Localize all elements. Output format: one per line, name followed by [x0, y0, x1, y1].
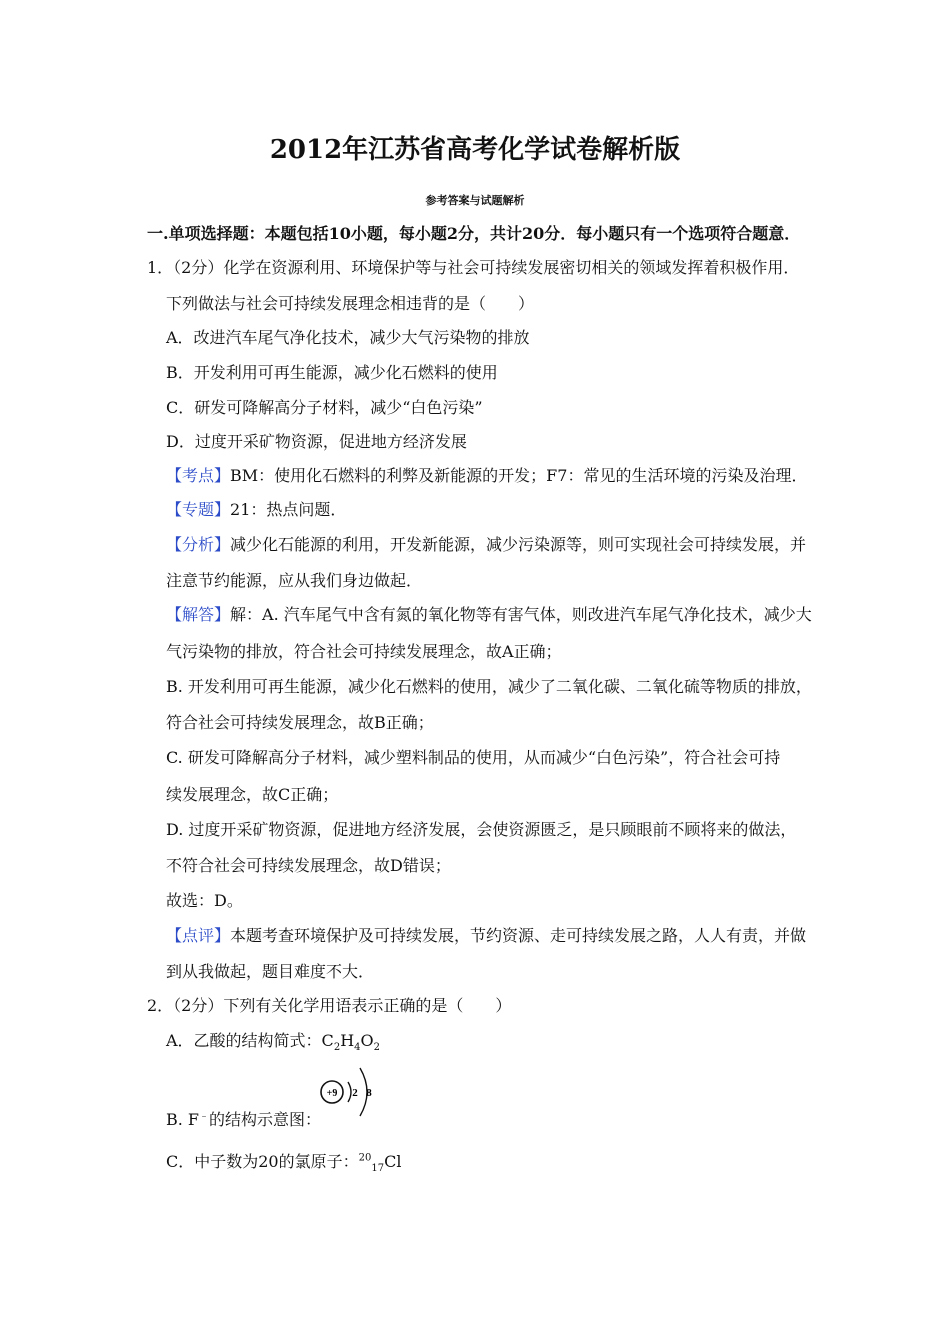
q2-option-a [166, 1031, 381, 1054]
q1-jieda-line-6: 续发展理念，故C正确； [166, 785, 339, 804]
q1-option-b: B．开发利用可再生能源，减少化石燃料的使用 [166, 363, 498, 382]
q2-option-b-charge: ﹣ [199, 1110, 210, 1122]
q1-jieda-line-4: 符合社会可持续发展理念，故B正确； [166, 713, 434, 732]
page-title: 2012年江苏省高考化学试卷解析版 [269, 135, 681, 165]
kaodian-tag: 【考点】 [166, 466, 231, 485]
shell-1-electrons: 2 [352, 1087, 358, 1099]
fluoride-ion-structure-diagram [318, 1062, 382, 1118]
q1-jieda-line-2: 气污染物的排放，符合社会可持续发展理念，故A正确； [166, 642, 562, 661]
fenxi-tag: 【分析】 [166, 535, 231, 554]
q2-option-c-symbol: Cl [384, 1152, 402, 1171]
dianping-text-1: 本题考查环境保护及可持续发展，节约资源、走可持续发展之路，人人有责，并做 [230, 926, 807, 945]
q1-stem-line-1: 1．（2分）化学在资源利用、环境保护等与社会可持续发展密切相关的领域发挥着积极作用． [147, 258, 800, 277]
nucleus-charge: +9 [326, 1088, 338, 1099]
shell-2-electrons: 8 [366, 1087, 372, 1099]
q1-option-d: D．过度开采矿物资源，促进地方经济发展 [166, 432, 467, 451]
q1-fenxi-line-2: 注意节约能源，应从我们身边做起． [166, 571, 423, 590]
kaodian-text: BM：使用化石燃料的利弊及新能源的开发；F7：常见的生活环境的污染及治理． [230, 466, 808, 485]
zhuanti-tag: 【专题】 [166, 500, 231, 519]
atom-structure-svg [318, 1062, 382, 1118]
q1-dianping-line-2: 到从我做起，题目难度不大． [166, 962, 375, 981]
q2-option-b [166, 1110, 321, 1130]
shell-arc-1 [348, 1082, 351, 1102]
q2-option-c-atomic-number: 17 [371, 1163, 385, 1175]
jieda-text-1: 解：A. 汽车尾气中含有氮的氧化物等有害气体，则改进汽车尾气净化技术，减少大 [230, 605, 812, 624]
q2-option-b-prefix: B. F [166, 1110, 200, 1129]
q2-option-a-sub-1: 2 [333, 1042, 341, 1054]
q1-jieda-line-8: 不符合社会可持续发展理念，故D错误； [166, 856, 451, 875]
q1-dianping-line-1 [166, 926, 806, 946]
q2-option-b-rest: 的结构示意图： [209, 1110, 322, 1129]
q2-option-c-mass-number: 20 [358, 1152, 372, 1164]
q1-kaodian [166, 466, 807, 486]
q2-option-a-sub-3: 2 [373, 1042, 381, 1054]
q2-option-c [166, 1152, 402, 1175]
q2-option-a-o: O [360, 1031, 374, 1050]
q1-stem-line-2: 下列做法与社会可持续发展理念相违背的是（ ） [166, 294, 535, 313]
q2-stem: 2．（2分）下列有关化学用语表示正确的是（ ） [147, 996, 512, 1015]
dianping-tag: 【点评】 [166, 926, 231, 945]
page-subtitle: 参考答案与试题解析 [425, 194, 525, 207]
fenxi-text-1: 减少化石能源的利用，开发新能源，减少污染源等，则可实现社会可持续发展，并 [230, 535, 807, 554]
q1-jieda-line-7: D. 过度开采矿物资源，促进地方经济发展，会使资源匮乏，是只顾眼前不顾将来的做法， [166, 820, 797, 839]
q1-option-c: C．研发可降解高分子材料，减少“白色污染” [166, 398, 483, 417]
section-heading: 一.单项选择题：本题包括10小题，每小题2分，共计20分．每小题只有一个选项符合题意． [147, 224, 801, 243]
q1-jieda-line-9: 故选：D。 [166, 891, 243, 910]
q1-fenxi-line-1 [166, 535, 806, 555]
q1-zhuanti [166, 500, 346, 520]
q1-jieda-line-5: C. 研发可降解高分子材料，减少塑料制品的使用，从而减少“白色污染”，符合社会可持 [166, 748, 781, 767]
q2-option-a-h: H [340, 1031, 355, 1050]
q1-jieda-line-3: B. 开发利用可再生能源，减少化石燃料的使用，减少了二氧化碳、二氧化硫等物质的排放， [166, 677, 812, 696]
q2-option-a-sub-2: 4 [354, 1042, 361, 1054]
q1-option-a: A．改进汽车尾气净化技术，减少大气污染物的排放 [166, 328, 530, 347]
zhuanti-text: 21：热点问题． [230, 500, 347, 519]
q2-option-a-prefix: A．乙酸的结构简式：C [166, 1031, 334, 1050]
jieda-tag: 【解答】 [166, 605, 231, 624]
q2-option-c-prefix: C．中子数为20的氯原子： [166, 1152, 359, 1171]
q1-jieda-line-1 [166, 605, 812, 625]
